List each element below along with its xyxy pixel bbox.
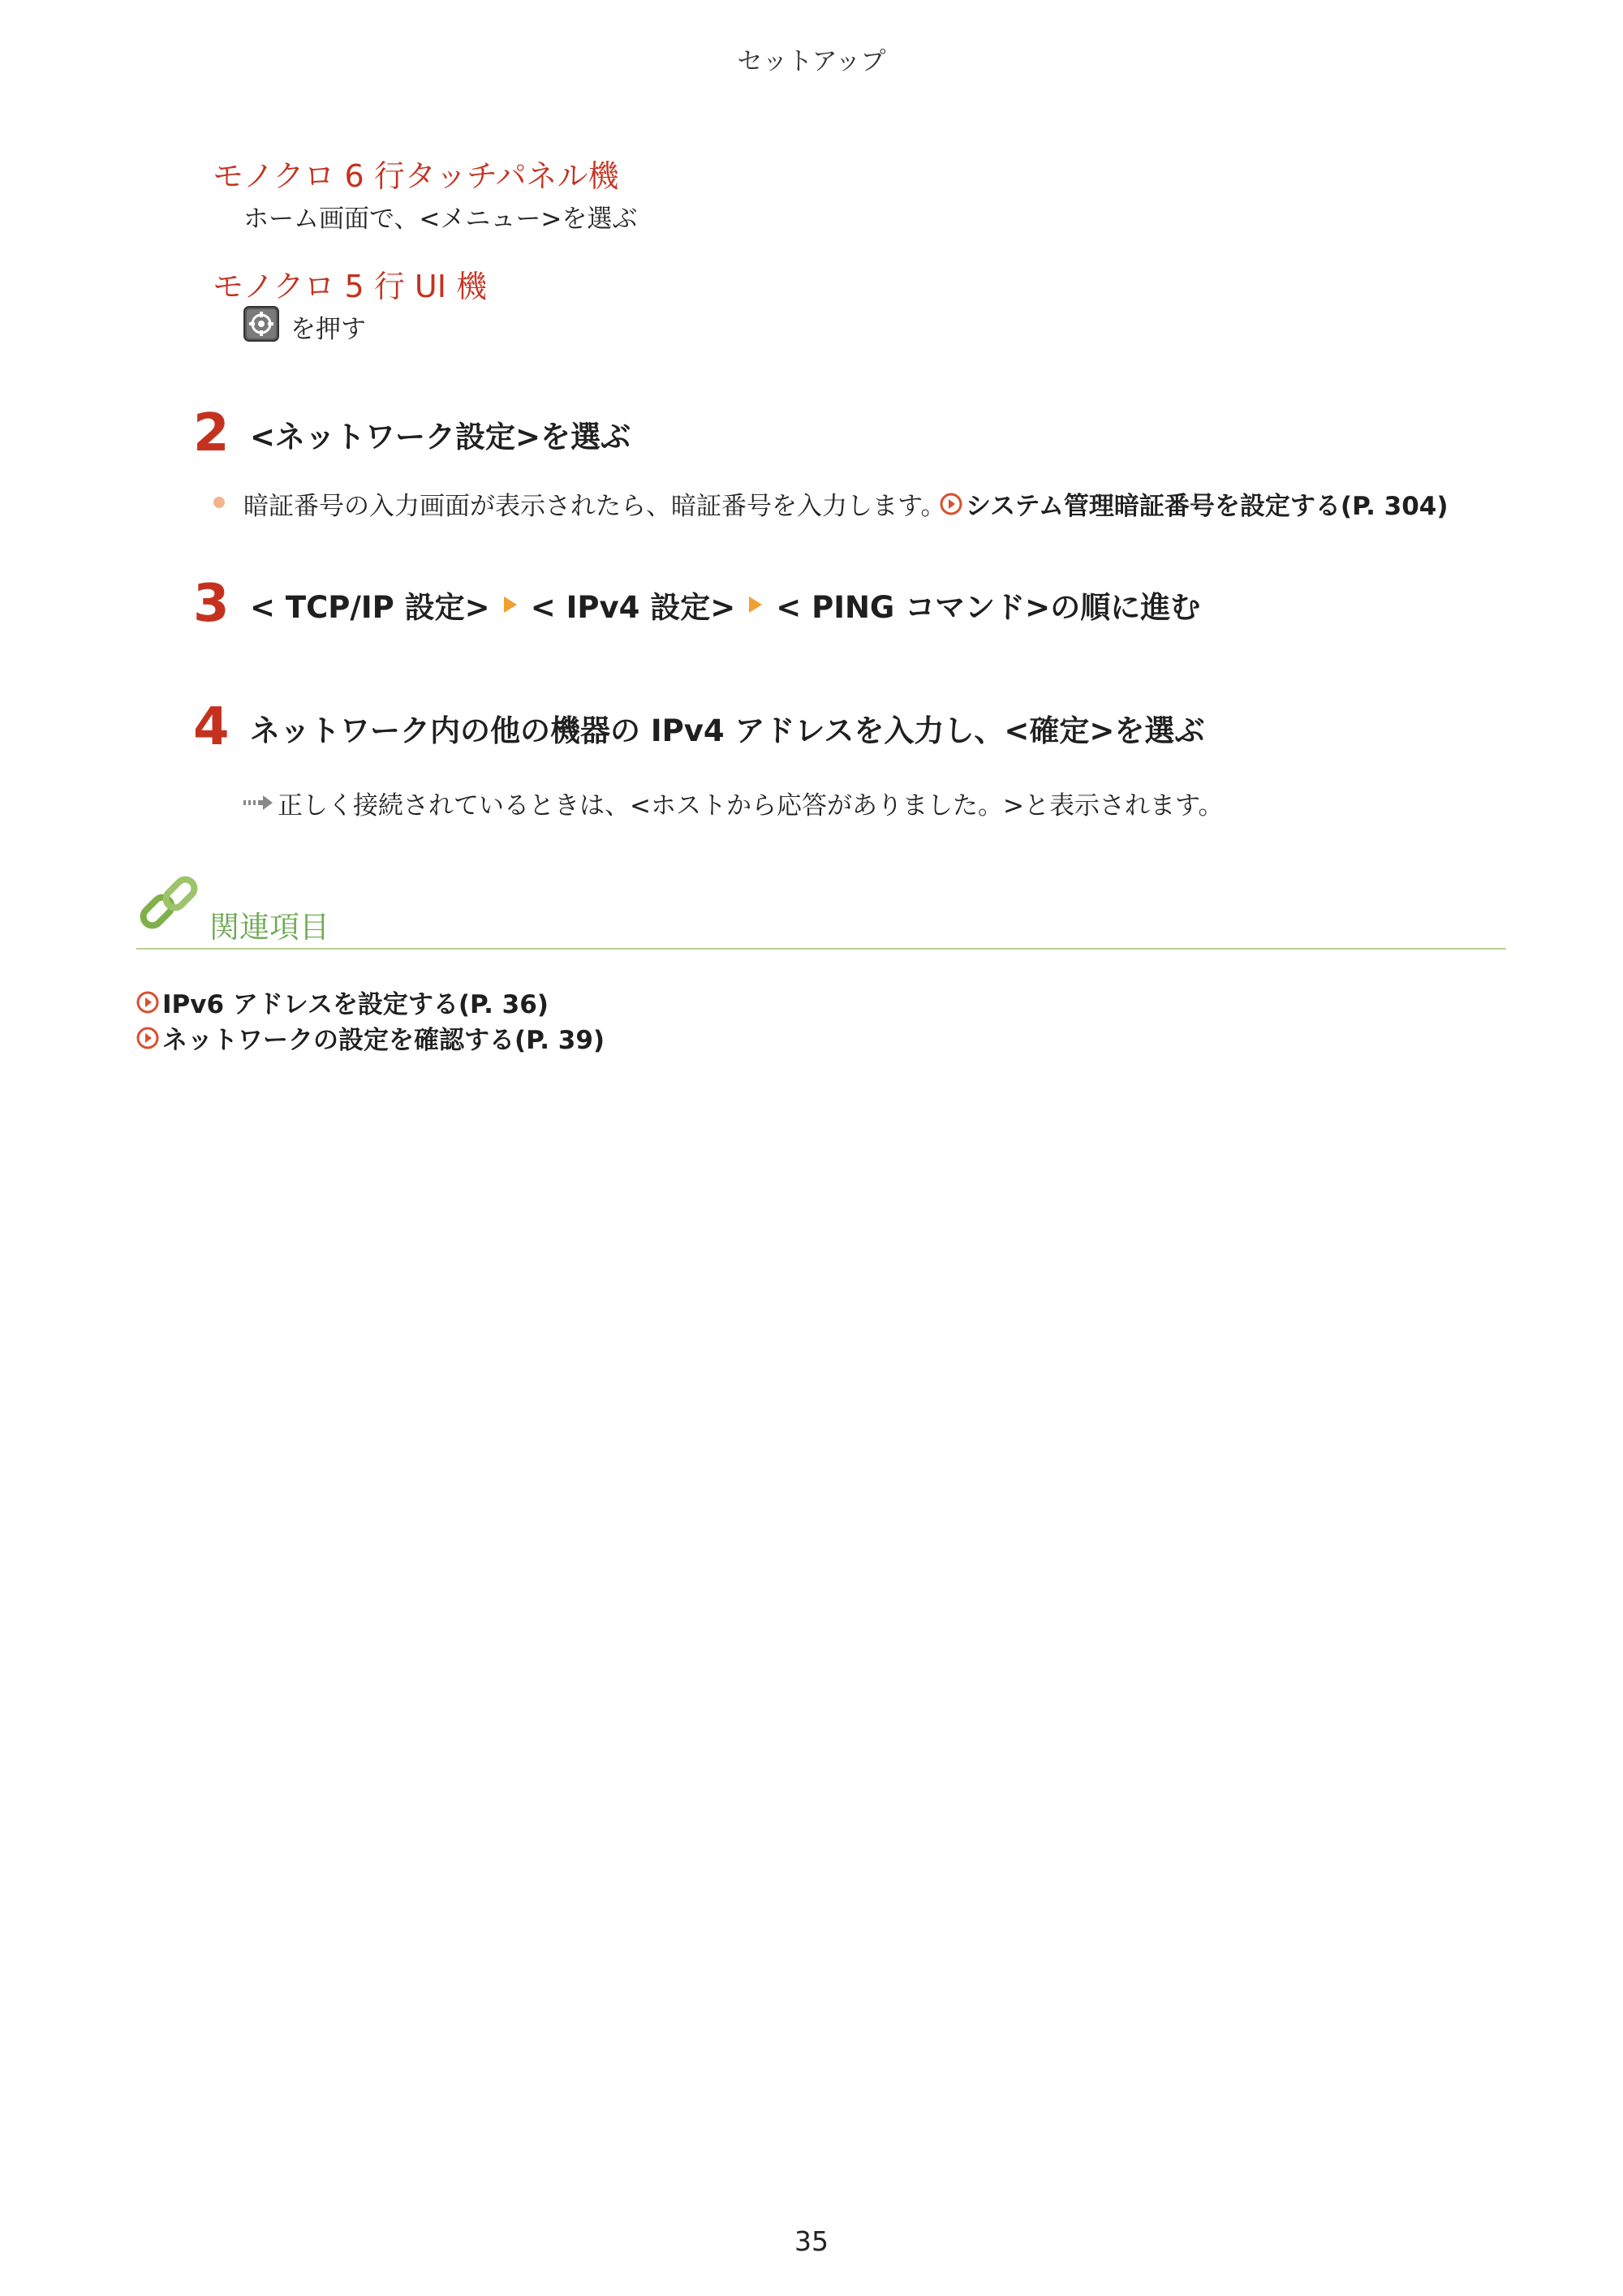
step-number-3: 3 [193, 574, 230, 634]
step-text-3 [250, 583, 1200, 627]
xref-link-system-pin[interactable] [940, 485, 1449, 522]
link-arrow-icon [940, 493, 962, 515]
related-link-label[interactable]: IPv6 アドレスを設定する(P. 36) [162, 990, 549, 1019]
result-arrow-icon [243, 794, 276, 812]
related-items-title: 関連項目 [209, 910, 329, 945]
path-arrow-icon [502, 594, 519, 615]
step-number-2: 2 [193, 403, 230, 463]
step-text-4: ネットワーク内の他の機器の IPv4 アドレスを入力し、<確定>を選ぶ [250, 713, 1205, 748]
related-link-network-check[interactable] [136, 1019, 605, 1056]
step-2-note: 暗証番号の入力画面が表示されたら、暗証番号を入力します。 [243, 492, 946, 521]
path-item-ping: < PING コマンド>の順に進む [776, 590, 1201, 625]
model-heading-5line-ui: モノクロ 5 行 UI 機 [213, 269, 487, 304]
model-instruction-6line-touch: ホーム画面で、<メニュー>を選ぶ [243, 205, 638, 234]
bullet-dot [213, 497, 225, 508]
menu-key-icon [243, 306, 279, 342]
chain-link-icon [136, 875, 204, 940]
path-item-tcpip: < TCP/IP 設定> [250, 590, 490, 625]
related-link-ipv6[interactable] [136, 984, 549, 1020]
model-heading-6line-touch: モノクロ 6 行タッチパネル機 [213, 158, 619, 194]
model-instruction-5line-ui: を押す [291, 315, 366, 344]
related-divider [136, 948, 1506, 950]
step-number-4: 4 [193, 697, 230, 757]
link-arrow-icon [136, 1027, 159, 1049]
xref-link-label[interactable]: システム管理暗証番号を設定する(P. 304) [966, 492, 1449, 521]
path-item-ipv4: < IPv4 設定> [530, 590, 736, 625]
related-link-label[interactable]: ネットワークの設定を確認する(P. 39) [162, 1026, 605, 1055]
link-arrow-icon [136, 991, 159, 1014]
step-4-result: 正しく接続されているときは、<ホストから応答がありました。>と表示されます。 [278, 791, 1224, 821]
page-number: 35 [794, 2225, 829, 2257]
path-arrow-icon [747, 594, 764, 615]
step-text-2: <ネットワーク設定>を選ぶ [250, 420, 631, 454]
page-header-title: セットアップ [737, 47, 886, 76]
